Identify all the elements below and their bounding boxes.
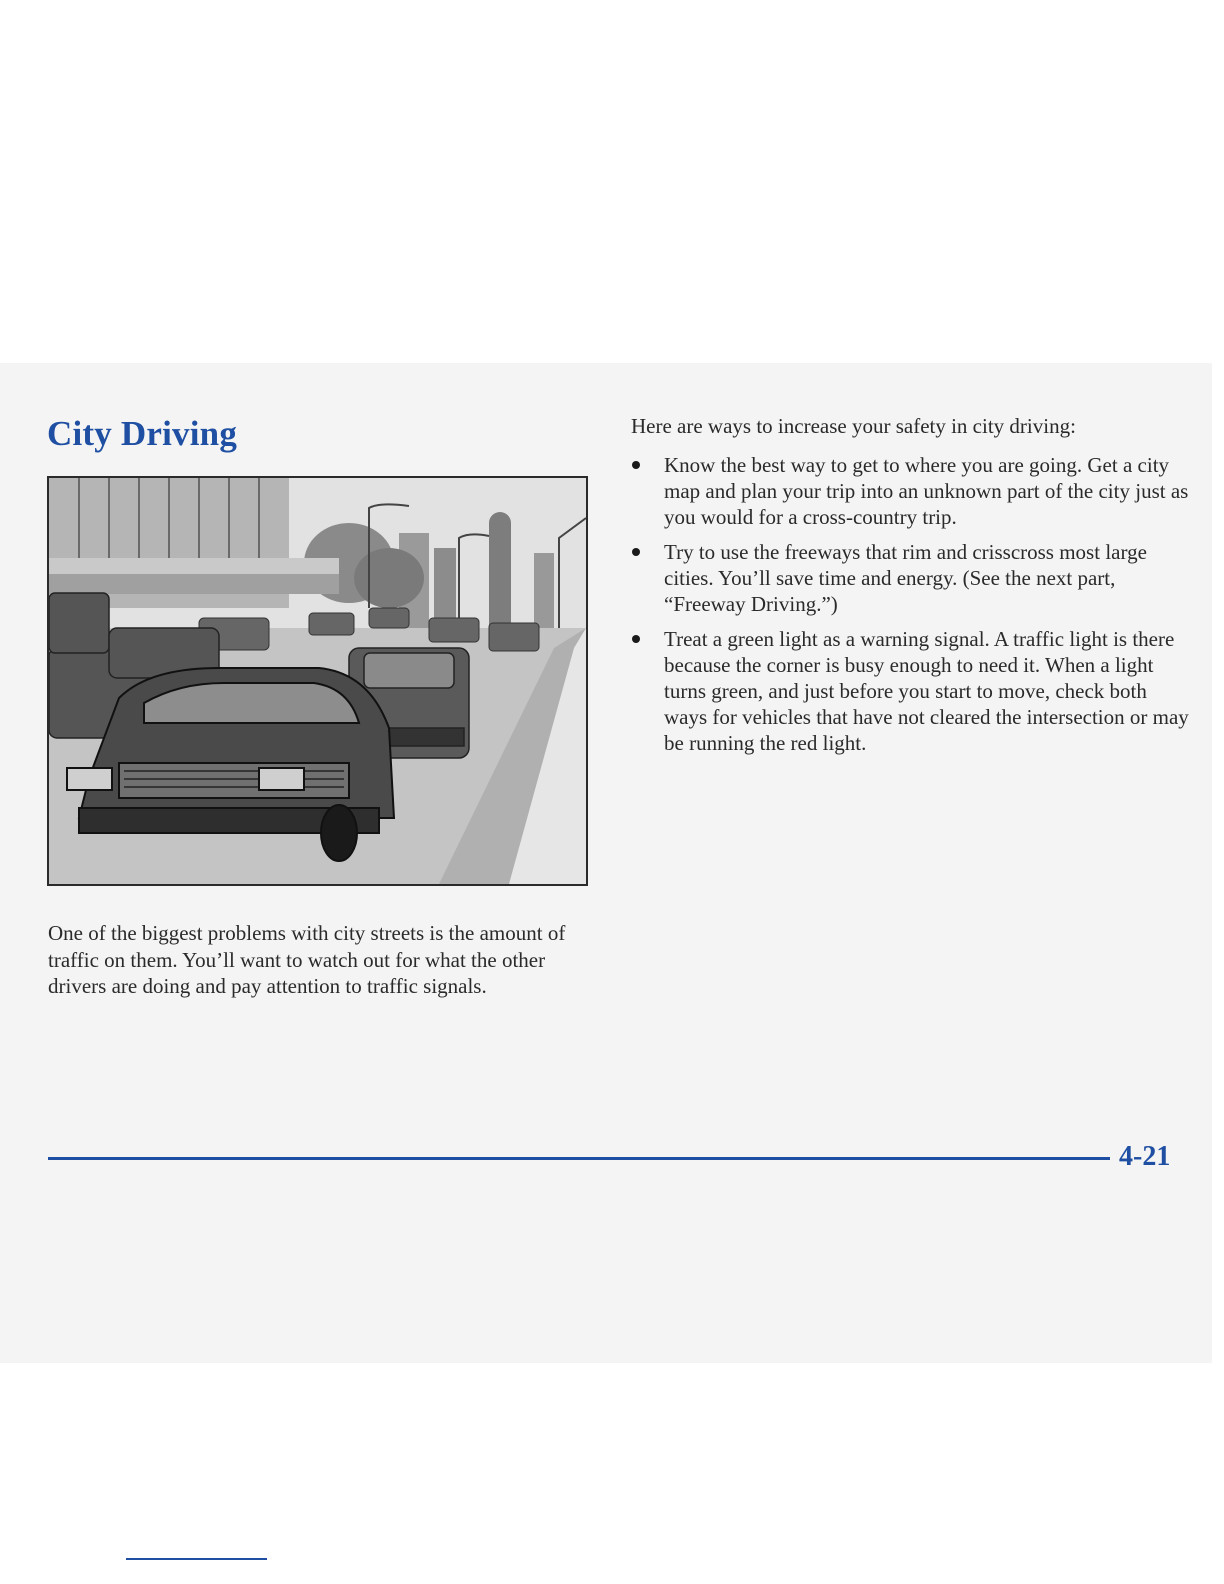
bullet-icon [632, 461, 640, 469]
bottom-divider [126, 1558, 267, 1560]
bullet-icon [632, 548, 640, 556]
safety-tip [631, 626, 1191, 756]
traffic-scene-drawing [49, 478, 586, 884]
safety-tip [631, 452, 1191, 530]
page-title: City Driving [47, 414, 238, 453]
intro-paragraph: One of the biggest problems with city streets is the amount of traffic on them. You’ll want to watch out for what the other drivers are doing and pay attention to traffic signals. [48, 921, 566, 998]
safety-tip-text: Treat a green light as a warning signal. A traffic light is there because the corner is busy enough to need it. When a light turns green, and just before you start to move, check both ways for vehicles that have not cleared the intersection or may be running the red light. [664, 627, 1189, 755]
safety-tip [631, 539, 1191, 617]
city-traffic-illustration [47, 476, 588, 886]
safety-tip-text: Know the best way to get to where you are going. Get a city map and plan your trip into an unknown part of the city just as you would for a cross-country trip. [664, 453, 1189, 529]
bullet-icon [632, 635, 640, 643]
footer-rule [48, 1157, 1110, 1160]
safety-tip-text: Try to use the freeways that rim and crisscross most large cities. You’ll save time and energy. (See the next part, “Freeway Driving.”) [664, 540, 1147, 616]
safety-intro: Here are ways to increase your safety in city driving: [631, 414, 1076, 438]
page-number: 4-21 [1119, 1141, 1171, 1172]
safety-tips-list [631, 452, 1191, 765]
